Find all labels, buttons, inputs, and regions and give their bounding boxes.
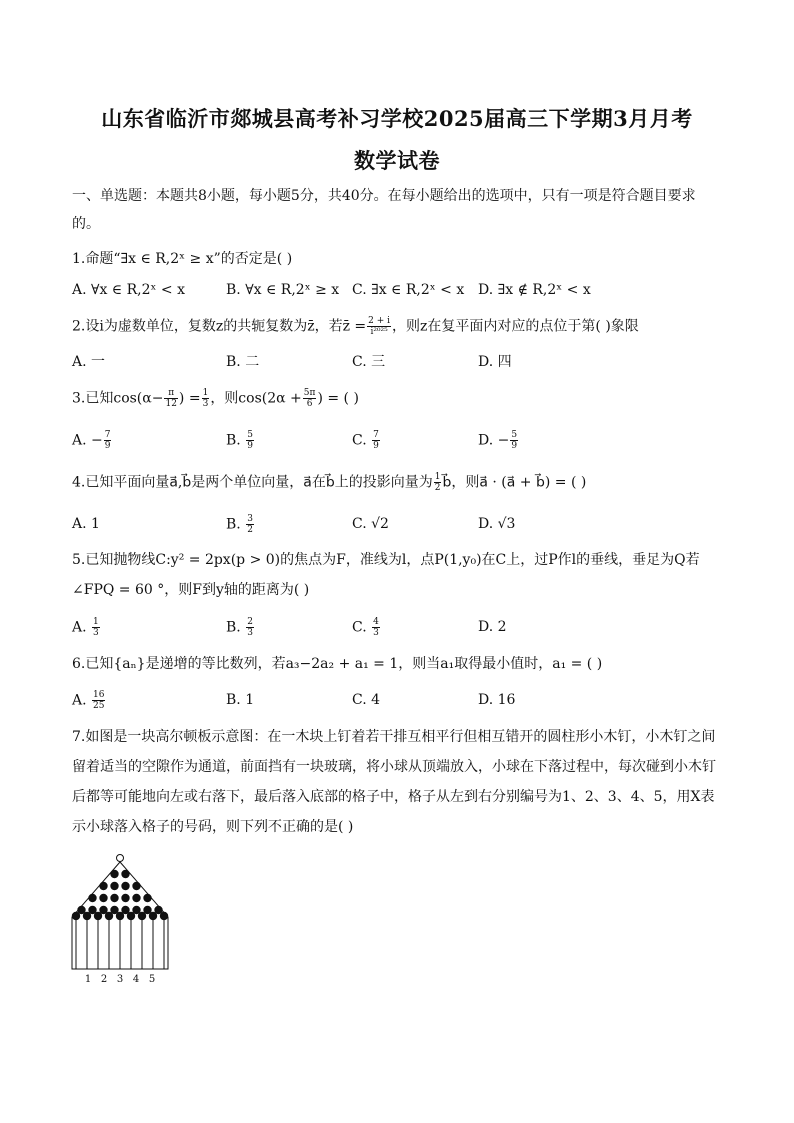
q2-fraction-den: i²⁰²⁵ <box>370 327 388 337</box>
q4-option-c: C. √2 <box>352 516 389 532</box>
q6-option-b: B. 1 <box>226 692 255 708</box>
pegs-group <box>72 870 168 920</box>
peg <box>160 912 168 920</box>
q6-option-a-num: 16 <box>93 690 105 700</box>
q3-option-c-den: 9 <box>373 441 379 451</box>
q7-stem-line4: 示小球落入格子的号码，则下列不正确的是( ) <box>72 819 354 835</box>
q4-fraction-den: 2 <box>434 483 441 493</box>
q2-stem-part1: 2.设i为虚数单位，复数z的共轭复数为z̄，若z̄ = <box>72 318 367 335</box>
q4-stem-part2: b⃗，则a⃗ · (a⃗ + b⃗) = ( ) <box>442 474 587 491</box>
q3-option-a-num: 7 <box>104 430 111 440</box>
q1-option-d: D. ∃x ∉ R,2ˣ < x <box>478 282 591 298</box>
peg <box>110 894 118 902</box>
peg <box>121 870 129 878</box>
q5-option-a-num: 1 <box>93 617 99 627</box>
q3-fraction-3-den: 6 <box>306 399 313 409</box>
q2-stem-part2: ，则z在复平面内对应的点位于第( )象限 <box>392 318 639 335</box>
q4-fraction-num: 1 <box>434 472 441 482</box>
q3-fraction-2-num: 1 <box>202 388 209 398</box>
q4-option-d: D. √3 <box>478 516 516 532</box>
q6-option-c: C. 4 <box>352 692 381 708</box>
q6-option-d: D. 16 <box>478 692 516 708</box>
slot-label-3: 3 <box>116 974 124 985</box>
slot-label-2: 2 <box>100 974 108 985</box>
q4-option-b-den: 2 <box>247 525 253 535</box>
q5-option-b <box>226 617 255 638</box>
slot-label-5: 5 <box>148 974 156 985</box>
slot-labels-group <box>85 974 155 985</box>
q5-option-b-label: B. <box>226 619 246 636</box>
q4-option-a: A. 1 <box>72 516 100 532</box>
slot-label-1: 1 <box>84 974 92 985</box>
peg <box>132 882 140 890</box>
peg <box>99 882 107 890</box>
q5-stem-line2: ∠FPQ = 60 °，则F到y轴的距离为( ) <box>72 582 310 598</box>
q2-option-b: B. 二 <box>226 354 260 370</box>
q3-fraction-1-den: 12 <box>165 399 177 409</box>
q5-option-c-num: 4 <box>373 617 379 627</box>
q1-stem: 1.命题“∃x ∈ R,2ˣ ≥ x”的否定是( ) <box>72 251 293 267</box>
q7-stem-line3: 后都等可能地向左或右落下，最后落入底部的格子中，格子从左到右分别编号为1、2、3、4、5，用X表 <box>72 789 715 805</box>
q4-stem <box>72 472 722 493</box>
q1-option-a: A. ∀x ∈ R,2ˣ < x <box>72 282 185 298</box>
q5-option-a-label: A. <box>72 619 92 636</box>
q4-option-b-frac <box>246 514 254 535</box>
q3-option-d-den: 9 <box>511 441 518 451</box>
q3-option-a-frac <box>104 430 112 451</box>
peg <box>99 894 107 902</box>
q5-option-d: D. 2 <box>478 619 507 635</box>
peg <box>127 912 135 920</box>
q6-stem: 6.已知{aₙ}是递增的等比数列，若a₃−2a₂ + a₁ = 1，则当a₁取得最小值时，a₁ = ( ) <box>72 656 603 672</box>
q6-option-a-label: A. <box>72 692 92 709</box>
q3-option-c-frac <box>372 430 380 451</box>
q3-stem-part2: ) = <box>178 390 201 407</box>
q3-option-d <box>478 430 519 451</box>
q5-option-c <box>352 617 381 638</box>
q7-stem-line1: 7.如图是一块高尔顿板示意图：在一木块上钉着若干排互相平行但相互错开的圆柱形小木钉，小木钉之间 <box>72 729 716 745</box>
q2-fraction <box>367 316 391 337</box>
q3-option-a <box>72 430 112 451</box>
q3-fraction-1-num: π <box>164 388 177 399</box>
peg <box>110 870 118 878</box>
peg <box>105 912 113 920</box>
q5-option-a <box>72 617 101 638</box>
section-instruction-line1: 一、单选题：本题共8小题，每小题5分，共40分。在每小题给出的选项中，只有一项是符合题目要求 <box>72 188 696 204</box>
q3-fraction-2-den: 3 <box>202 399 209 409</box>
q6-option-a-frac <box>92 690 105 711</box>
peg <box>72 912 80 920</box>
q7-stem-line2: 留着适当的空隙作为通道，前面挡有一块玻璃，将小球从顶端放入，小球在下落过程中，每次碰到小木钉 <box>72 759 716 775</box>
q4-fraction <box>434 472 442 493</box>
q3-option-a-den: 9 <box>104 441 111 451</box>
q2-option-d: D. 四 <box>478 354 512 370</box>
peg <box>149 912 157 920</box>
q4-option-b <box>226 514 255 535</box>
ball-entry-icon <box>117 855 124 862</box>
slot-dividers <box>76 920 164 969</box>
peg <box>88 894 96 902</box>
q5-option-a-frac <box>92 617 100 638</box>
q2-option-c: C. 三 <box>352 354 386 370</box>
q5-option-b-den: 3 <box>247 628 253 638</box>
q2-fraction-num: 2 + i <box>368 316 391 326</box>
q3-stem <box>72 388 722 409</box>
q5-stem-line1: 5.已知抛物线C:y² = 2px(p > 0)的焦点为F，准线为l，点P(1,y₀)在C上，过P作l的垂线，垂足为Q若 <box>72 552 700 568</box>
q1-option-c: C. ∃x ∈ R,2ˣ < x <box>352 282 465 298</box>
q1-option-b: B. ∀x ∈ R,2ˣ ≥ x <box>226 282 340 298</box>
q4-option-b-num: 3 <box>247 514 253 524</box>
galton-board-diagram <box>68 852 178 987</box>
q3-fraction-3 <box>303 388 317 409</box>
peg <box>110 882 118 890</box>
section-instruction-line2: 的。 <box>72 216 100 232</box>
q3-option-c <box>352 430 381 451</box>
q3-option-d-num: 5 <box>511 430 518 440</box>
q5-option-c-label: C. <box>352 619 372 636</box>
exam-title-line2: 数学试卷 <box>354 148 440 173</box>
q3-option-a-label: A. − <box>72 432 103 449</box>
q3-stem-part4: ) = ( ) <box>317 390 359 407</box>
q4-option-b-label: B. <box>226 516 246 533</box>
peg <box>132 894 140 902</box>
peg <box>121 882 129 890</box>
q4-stem-part1: 4.已知平面向量a⃗,b⃗是两个单位向量，a⃗在b⃗上的投影向量为 <box>72 474 433 491</box>
q5-option-b-frac <box>246 617 254 638</box>
q3-option-d-frac <box>510 430 518 451</box>
peg <box>94 912 102 920</box>
q3-stem-part1: 3.已知cos(α− <box>72 390 164 407</box>
q6-option-a-den: 25 <box>93 701 105 711</box>
q5-option-b-num: 2 <box>247 617 253 627</box>
q3-option-b-label: B. <box>226 432 246 449</box>
q3-option-d-label: D. − <box>478 432 510 449</box>
peg <box>121 894 129 902</box>
q5-option-c-den: 3 <box>373 628 379 638</box>
q5-option-a-den: 3 <box>93 628 99 638</box>
peg <box>83 912 91 920</box>
peg <box>143 894 151 902</box>
exam-title-line1: 山东省临沂市郯城县高考补习学校2025届高三下学期3月月考 <box>101 106 693 131</box>
q3-option-b <box>226 430 255 451</box>
q3-fraction-2 <box>202 388 210 409</box>
q2-option-a: A. 一 <box>72 354 106 370</box>
slot-label-4: 4 <box>132 974 140 985</box>
q3-option-b-den: 9 <box>247 441 253 451</box>
q3-fraction-1 <box>164 388 177 409</box>
q3-fraction-3-num: 5π <box>303 388 316 398</box>
q3-option-b-frac <box>246 430 254 451</box>
peg <box>138 912 146 920</box>
q3-option-b-num: 5 <box>247 430 253 440</box>
q3-option-c-num: 7 <box>373 430 379 440</box>
q5-option-c-frac <box>372 617 380 638</box>
peg <box>116 912 124 920</box>
q2-stem <box>72 316 722 337</box>
q3-option-c-label: C. <box>352 432 372 449</box>
q3-stem-part3: ，则cos(2α + <box>210 390 302 407</box>
q6-option-a <box>72 690 106 711</box>
